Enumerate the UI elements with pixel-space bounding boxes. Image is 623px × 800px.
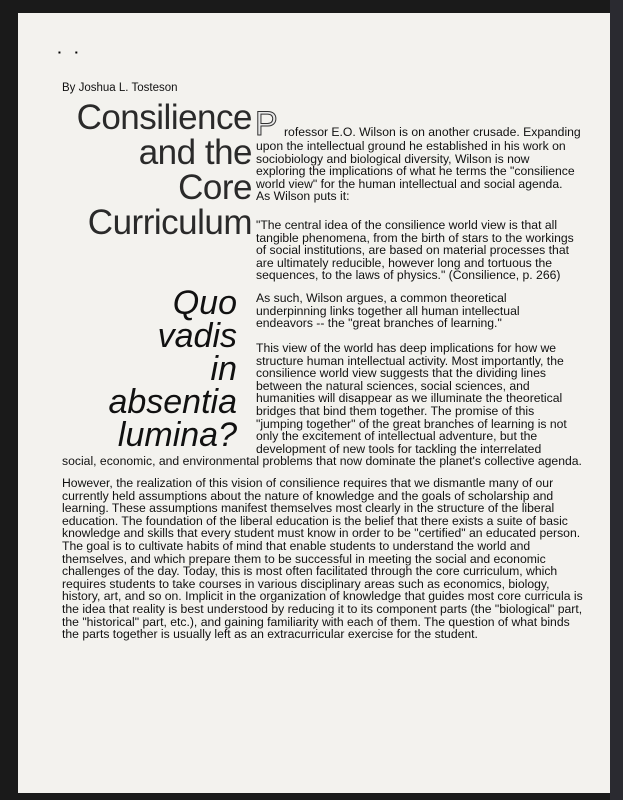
paragraph-5: However, the realization of this vision of consilience requires that we dismantle many of our currently held assumptions about the nature of knowledge and the goals of scholarship and learning. These assumptions manifest themselves most clearly in the structure of the liberal education. The foundation of the liberal education is the belief that there exists a suite of basic knowledge and skills that every student must know in order to be "certified" an educated person. The goal is to cultivate habits of mind that enable students to understand the world and themselves, and which prepare them to be successful in meeting the social and economic challenges of the day. Today, this is most often facilitated through the core curriculum, which requires students to take courses in various disciplinary areas such as economics, biology, history, art, and so on. Implicit in the organization of knowledge that guides most core curricula is the idea that reality is best understood by reducing it to its component parts (the "biological" part, the "historical" part, etc.), and gaining familiarity with each of them. The question of what binds the parts together is usually left as an extracurricular exercise for the student. [62,476,583,642]
paragraph-1: upon the intellectual ground he established in his work on sociobiology and biological diversity, Wilson is now exploring the implications of what he terms the "consilience world view" for the human intellectual and social agenda. As Wilson puts it: [256,139,575,204]
title-line-3: Core [178,168,252,207]
title-line-1: Consilience [76,98,252,137]
page-edge [610,0,623,800]
subtitle-line-2: vadis [157,317,237,355]
byline: By Joshua L. Tosteson [62,82,178,94]
paper-specks: ▪▪ [58,48,92,57]
paragraph-1-first-line: rofessor E.O. Wilson is on another crusade. Expanding [284,125,581,139]
subtitle-line-4: absentia [108,383,237,421]
title-line-2: and the [138,133,252,172]
subtitle-line-5: lumina? [117,416,237,454]
paragraph-4: This view of the world has deep implications for how we structure human intellectual activity. Most importantly, the consilience world view suggests that the dividing lines between the natural sciences, social sciences, and humanities will disappear as we illuminate the theoretical bridges that bind them together. The promise of this "jumping together" of the great branches of learning is not only the excitement of intellectual adventure, but the development of new tools for tackling the interrelated [256,341,567,456]
drop-cap-letter: P [255,108,278,138]
paragraph-3: As such, Wilson argues, a common theoretical underpinning links together all human intellectual endeavors -- the "great branches of learning." [256,291,520,331]
quote-paragraph: "The central idea of the consilience world view is that all tangible phenomena, from the birth of stars to the workings of social institutions, are based on material processes that are ultimately reducible, however long and tortuous the sequences, to the laws of physics." (Consilience, p. 266) [256,218,574,283]
paragraph-4-last-line: social, economic, and environmental problems that now dominate the planet's collective agenda. [62,454,582,468]
subtitle-line-3: in [210,350,237,388]
document-page [18,13,610,793]
drop-cap [254,108,278,138]
title-line-4: Curriculum [87,203,252,242]
subtitle-line-1: Quo [172,284,237,322]
